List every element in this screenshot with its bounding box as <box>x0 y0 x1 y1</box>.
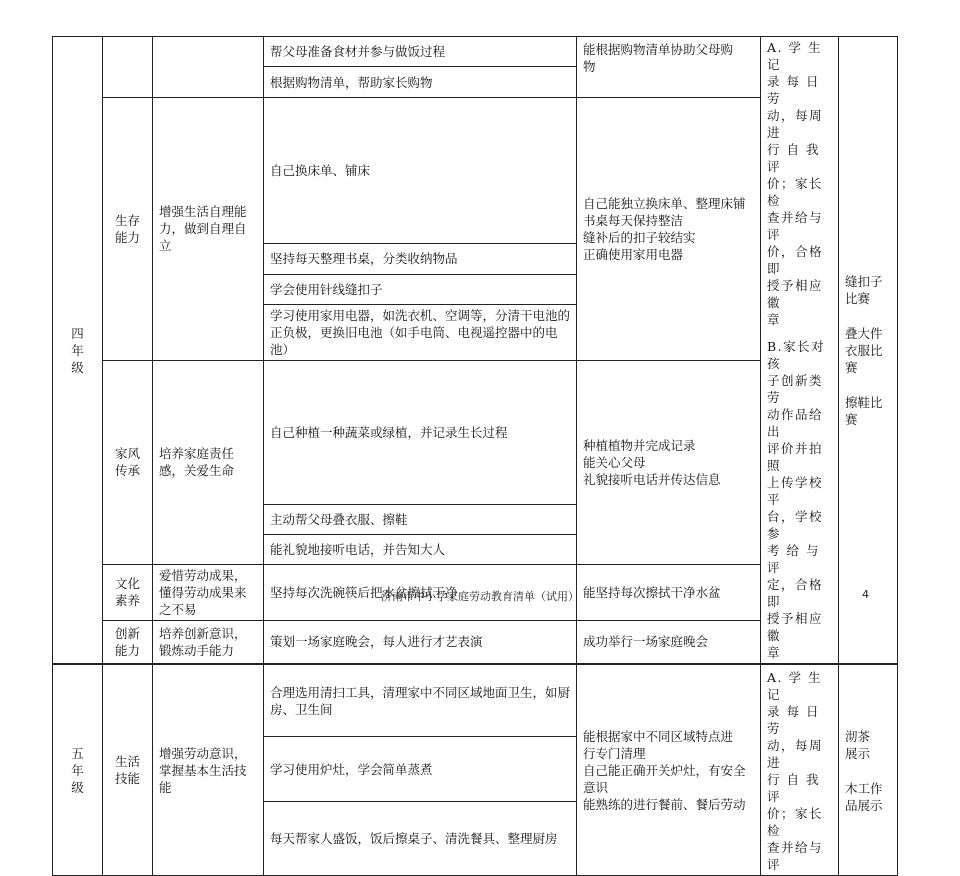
grade-4-label: 四 年 级 <box>53 37 103 665</box>
table-row <box>53 37 898 67</box>
grade-5-label: 五 年 级 <box>53 664 103 876</box>
goal-survival: 增强生活自理能力，做到自理自立 <box>153 98 264 361</box>
goal-cell-empty <box>153 37 264 98</box>
task-cell: 自己换床单、铺床 <box>264 98 577 244</box>
area-family: 家风 传承 <box>103 360 153 564</box>
standard-family: 种植植物并完成记录 能关心父母 礼貌接听电话并传达信息 <box>577 360 761 564</box>
task-cell: 每天帮家人盛饭，饭后擦桌子、清洗餐具、整理厨房 <box>264 802 577 876</box>
task-cell: 能礼貌地接听电话，并告知大人 <box>264 534 577 564</box>
area-life-skills: 生活 技能 <box>103 664 153 876</box>
task-cell: 根据购物清单，帮助家长购物 <box>264 67 577 98</box>
area-culture: 文化 素养 <box>103 564 153 620</box>
task-cell: 自己种植一种蔬菜或绿植，并记录生长过程 <box>264 360 577 504</box>
page-number: 4 <box>862 588 869 601</box>
area-cell-empty <box>103 37 153 98</box>
task-cell: 帮父母准备食材并参与做饭过程 <box>264 37 577 67</box>
task-cell: 坚持每天整理书桌，分类收纳物品 <box>264 243 577 274</box>
standard-cell: 能根据购物清单协助父母购 物 <box>577 37 761 98</box>
standard-culture: 能坚持每次擦拭干净水盆 <box>577 564 761 620</box>
grade-5-activities: 沏茶 展示 木工作 品展示 <box>839 664 898 876</box>
task-cell: 学习使用炉灶，学会简单蒸煮 <box>264 737 577 802</box>
goal-life-skills: 增强劳动意识，掌握基本生活技能 <box>153 664 264 876</box>
goal-innovation: 培养创新意识，锻炼动手能力 <box>153 620 264 664</box>
labor-education-table <box>52 36 898 876</box>
task-cell: 策划一场家庭晚会，每人进行才艺表演 <box>264 620 577 664</box>
task-cell: 学习使用家用电器，如洗衣机、空调等，分清干电池的正负极，更换旧电池（如手电筒、电视遥控器中的电池） <box>264 304 577 360</box>
task-cell: 主动帮父母叠衣服、擦鞋 <box>264 504 577 534</box>
table-row <box>53 664 898 737</box>
grade-4-activities: 缝扣子 比赛 叠大件 衣服比 赛 擦鞋比 赛 <box>839 37 898 665</box>
standard-life-skills: 能根据家中不同区域特点进 行专门清理 自己能正确开关炉灶，有安全 意识 能熟练的进行餐前、餐后劳动 <box>577 664 761 876</box>
goal-family: 培养家庭责任感，关爱生命 <box>153 360 264 564</box>
standard-innovation: 成功举行一场家庭晚会 <box>577 620 761 664</box>
task-cell: 坚持每次洗碗筷后把水盆擦拭干净 <box>264 564 577 620</box>
task-cell: 学会使用针线缝扣子 <box>264 274 577 304</box>
area-survival: 生存 能力 <box>103 98 153 361</box>
footer-title: 济南市中小学家庭劳动教育清单（试用） <box>381 590 579 603</box>
grade-5-evaluation: A. 学 生 记 录 每 日 劳 动，每周进 行 自 我 评 价；家长检 查并给与评 <box>761 664 839 876</box>
grade-4-evaluation: A. 学 生 记 录 每 日 劳 动，每周进 行 自 我 评 价；家长检 查并给与评 价，合格即 授予相应徽 章 B.家长对孩 子创新类劳 动作品给出 评价并拍照 上传学校平 台，学校参 考 给 与 评 定，合格即 授予相应徽 章 <box>761 37 839 665</box>
standard-survival: 自己能独立换床单、整理床铺 书桌每天保持整洁 缝补后的扣子较结实 正确使用家用电器 <box>577 98 761 361</box>
area-innovation: 创新 能力 <box>103 620 153 664</box>
task-cell: 合理选用清扫工具，清理家中不同区域地面卫生，如厨房、卫生间 <box>264 664 577 737</box>
goal-culture: 爱惜劳动成果，懂得劳动成果来之不易 <box>153 564 264 620</box>
